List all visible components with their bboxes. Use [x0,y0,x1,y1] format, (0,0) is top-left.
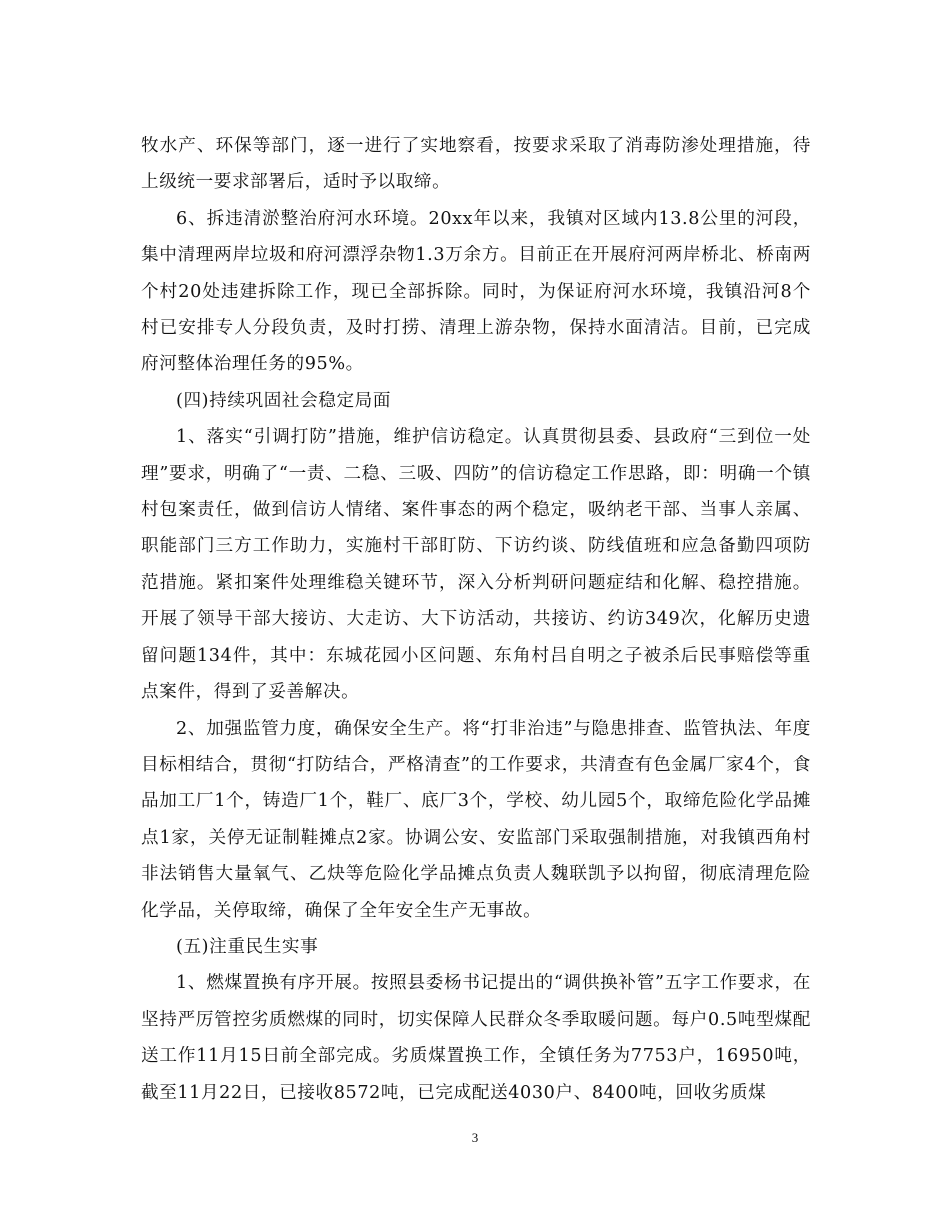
paragraph-petition-stability: 1、落实“引调打防”措施，维护信访稳定。认真贯彻县委、县政府“三到位一处理”要求，明确了“一责、二稳、三吸、四防”的信访稳定工作思路，即：明确一个镇村包案责任，做到信访人情绪、案件事态的两个稳定，吸纳老干部、当事人亲属、职能部门三方工作助力，实施村干部盯防、下访约谈、防线值班和应急备勤四项防范措施。紧扣案件处理维稳关键环节，深入分析判研问题症结和化解、稳控措施。开展了领导干部大接访、大走访、大下访活动，共接访、约访349次，化解历史遗留问题134件，其中：东城花园小区问题、东角村吕自明之子被杀后民事赔偿等重点案件，得到了妥善解决。 [141,427,811,703]
document-body [141,128,811,1111]
paragraph-continuation: 牧水产、环保等部门，逐一进行了实地察看，按要求采取了消毒防渗处理措施，待上级统一要求部署后，适时予以取缔。 [141,136,811,193]
section-heading-social-stability: (四)持续巩固社会稳定局面 [176,390,392,411]
page-number: 3 [471,1130,479,1145]
paragraph-coal-replacement: 1、燃煤置换有序开展。按照县委杨书记提出的“调供换补管”五字工作要求，在坚持严厉管控劣质燃煤的同时，切实保障人民群众冬季取暖问题。每户0.5吨型煤配送工作11月15日前全部完成。劣质煤置换工作，全镇任务为7753户，16950吨，截至11月22日，已接收8572吨，已完成配送4030户、8400吨，回收劣质煤 [141,973,811,1103]
paragraph-river-cleanup: 6、拆违清淤整治府河水环境。20xx年以来，我镇对区域内13.8公里的河段，集中清理两岸垃圾和府河漂浮杂物1.3万余方。目前正在开展府河两岸桥北、桥南两个村20处违建拆除工作，现已全部拆除。同时，为保证府河水环境，我镇沿河8个村已安排专人分段负责，及时打捞、清理上游杂物，保持水面清洁。目前，已完成府河整体治理任务的95%。 [141,208,811,375]
paragraph-safety-production: 2、加强监管力度，确保安全生产。将“打非治违”与隐患排查、监管执法、年度目标相结合，贯彻“打防结合，严格清查”的工作要求，共清查有色金属厂家4个，食品加工厂1个，铸造厂1个，鞋厂、底厂3个，学校、幼儿园5个，取缔危险化学品摊点1家，关停无证制鞋摊点2家。协调公安、安监部门采取强制措施，对我镇西角村非法销售大量氧气、乙炔等危险化学品摊点负责人魏联凯予以拘留，彻底清理危险化学品，关停取缔，确保了全年安全生产无事故。 [141,718,811,921]
section-heading-livelihood: (五)注重民生实事 [176,936,319,957]
